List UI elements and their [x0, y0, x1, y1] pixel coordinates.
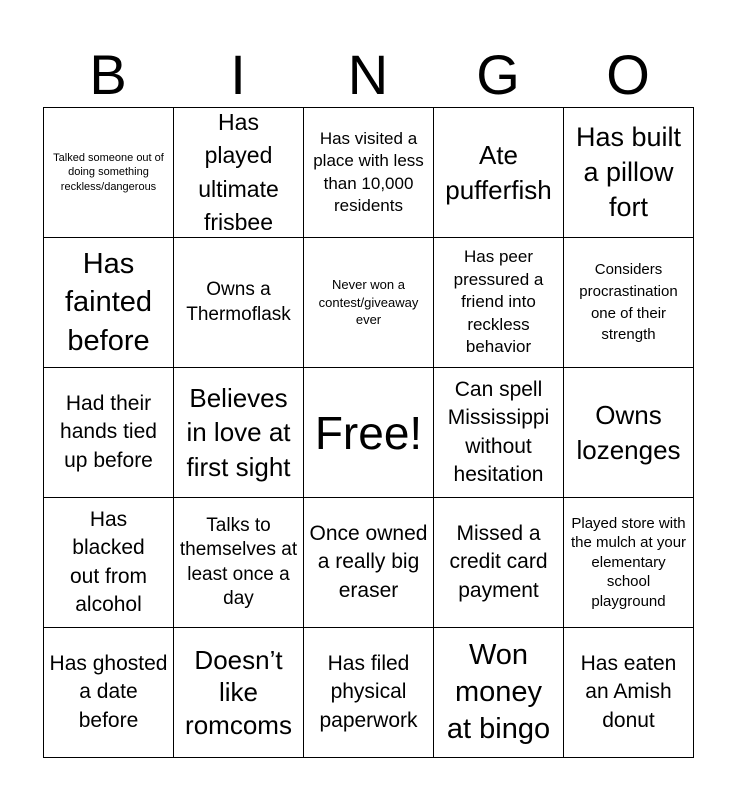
bingo-cell-r2c5[interactable]	[564, 238, 694, 368]
bingo-cell-r5c2[interactable]	[174, 628, 304, 758]
header-letter-o: O	[606, 43, 650, 106]
cell-text: Played store with the mulch at your elementary school playground	[570, 514, 687, 610]
cell-text: Has filed physical paperwork	[319, 651, 418, 732]
bingo-cell-r4c1[interactable]	[44, 498, 174, 628]
bingo-cell-r2c3[interactable]	[304, 238, 434, 368]
cell-text: Considers procrastination one of their strength	[579, 261, 678, 344]
bingo-cell-r5c3[interactable]	[304, 628, 434, 758]
bingo-cell-r2c4[interactable]	[434, 238, 564, 368]
cell-text: Once owned a really big eraser	[309, 521, 428, 602]
free-space-text: Free!	[314, 406, 423, 459]
bingo-cell-r4c4[interactable]	[434, 498, 564, 628]
cell-text: Has built a pillow fort	[575, 121, 682, 223]
cell-text: Owns lozenges	[576, 400, 681, 465]
cell-text: Talks to themselves at least once a day	[179, 515, 298, 609]
cell-text: Has eaten an Amish donut	[580, 651, 677, 732]
bingo-cell-r2c1[interactable]	[44, 238, 174, 368]
header-letter-b: B	[89, 43, 127, 106]
cell-text: Has played ultimate frisbee	[198, 108, 279, 235]
cell-text: Can spell Mississippi without hesitation	[447, 377, 550, 486]
cell-text: Had their hands tied up before	[60, 391, 157, 472]
cell-text: Has fainted before	[64, 248, 153, 357]
bingo-cell-r5c1[interactable]	[44, 628, 174, 758]
bingo-cell-r3c4[interactable]	[434, 368, 564, 498]
bingo-cell-r1c2[interactable]	[174, 108, 304, 238]
cell-text: Has visited a place with less than 10,000 residents	[313, 128, 424, 215]
bingo-cell-r3c1[interactable]	[44, 368, 174, 498]
bingo-cell-r2c2[interactable]	[174, 238, 304, 368]
bingo-cell-r4c3[interactable]	[304, 498, 434, 628]
bingo-board	[43, 107, 694, 758]
cell-text: Has peer pressured a friend into reckless behavior	[453, 247, 544, 357]
cell-text: Ate pufferfish	[445, 140, 552, 205]
cell-text: Believes in love at first sight	[186, 383, 291, 482]
bingo-cell-r1c5[interactable]	[564, 108, 694, 238]
bingo-cell-r3c5[interactable]	[564, 368, 694, 498]
bingo-cell-r3c2[interactable]	[174, 368, 304, 498]
cell-text: Owns a Thermoflask	[186, 279, 291, 325]
cell-text: Talked someone out of doing something reckless/dangerous	[53, 151, 164, 193]
bingo-cell-r5c4[interactable]	[434, 628, 564, 758]
header-letter-g: G	[476, 43, 520, 106]
header-letter-n: N	[347, 43, 389, 106]
bingo-cell-r1c1[interactable]	[44, 108, 174, 238]
bingo-cell-r4c2[interactable]	[174, 498, 304, 628]
cell-text: Never won a contest/giveaway ever	[318, 277, 419, 328]
header-letter-i: I	[230, 43, 246, 106]
bingo-cell-r1c3[interactable]	[304, 108, 434, 238]
bingo-header	[43, 40, 693, 106]
bingo-cell-free[interactable]	[304, 368, 434, 498]
cell-text: Missed a credit card payment	[449, 521, 548, 602]
bingo-cell-r4c5[interactable]	[564, 498, 694, 628]
bingo-cell-r5c5[interactable]	[564, 628, 694, 758]
cell-text: Won money at bingo	[446, 639, 551, 745]
bingo-cell-r1c4[interactable]	[434, 108, 564, 238]
cell-text: Doesn’t like romcoms	[185, 644, 292, 740]
cell-text: Has blacked out from alcohol	[69, 507, 148, 616]
cell-text: Has ghosted a date before	[49, 651, 168, 732]
